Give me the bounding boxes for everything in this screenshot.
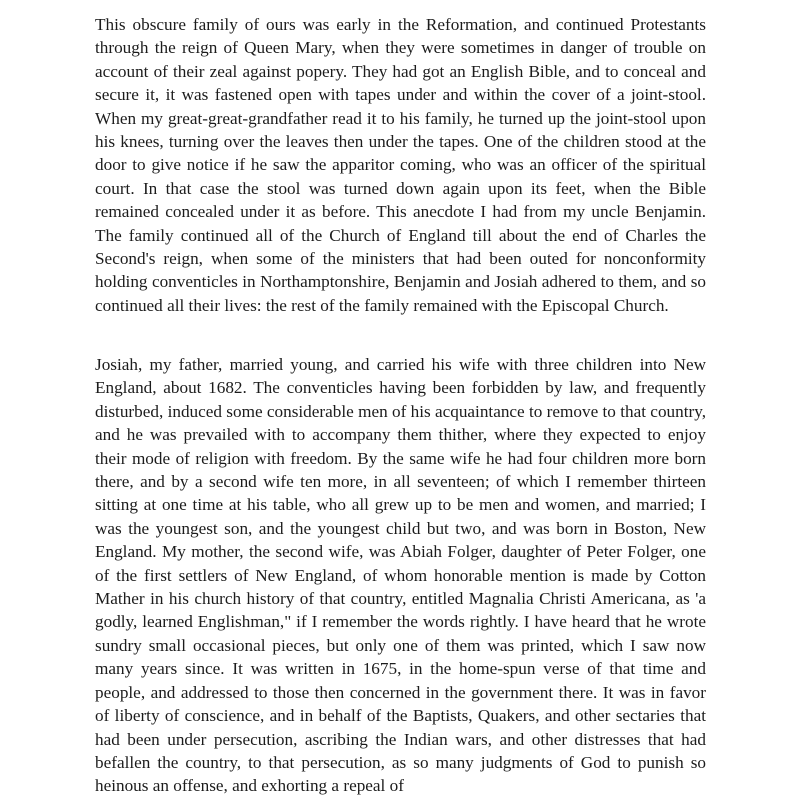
paragraph-reformation	[95, 13, 706, 317]
paragraph-text: This obscure family of ours was early in the Reformation, and continued Protestants through the reign of Queen Mary, when they were sometimes in danger of trouble on account of their zeal against popery. They had got an English Bible, and to conceal and secure it, it was fastened open with tapes under and within the cover of a joint-stool. When my great-great-grandfather read it to his family, he turned up the joint-stool upon his knees, turning over the leaves then under the tapes. One of the children stood at the door to give notice if he saw the apparitor coming, who was an officer of the spiritual court. In that case the stool was turned down again upon its feet, when the Bible remained concealed under it as before. This anecdote I had from my uncle Benjamin. The family continued all of the Church of England till about the end of Charles the Second's reign, when some of the ministers that had been outed for nonconformity holding conventicles in Northamptonshire, Benjamin and Josiah adhered to them, and so continued all their lives: the rest of the family remained with the Episcopal Church.	[95, 15, 706, 315]
paragraph-josiah	[95, 353, 706, 798]
paragraph-text: Josiah, my father, married young, and carried his wife with three children into New England, about 1682. The conventicles having been forbidden by law, and frequently disturbed, induced some considerable men of his acquaintance to remove to that country, and he was prevailed with to accompany them thither, where they expected to enjoy their mode of religion with freedom. By the same wife he had four children more born there, and by a second wife ten more, in all seventeen; of which I remember thirteen sitting at one time at his table, who all grew up to be men and women, and married; I was the youngest son, and the youngest child but two, and was born in Boston, New England. My mother, the second wife, was Abiah Folger, daughter of Peter Folger, one of the first settlers of New England, of whom honorable mention is made by Cotton Mather in his church history of that country, entitled Magnalia Christi Americana, as 'a godly, learned Englishman," if I remember the words rightly. I have heard that he wrote sundry small occasional pieces, but only one of them was printed, which I saw now many years since. It was written in 1675, in the home-spun verse of that time and people, and addressed to those then concerned in the government there. It was in favor of liberty of conscience, and in behalf of the Baptists, Quakers, and other sectaries that had been under persecution, ascribing the Indian wars, and other distresses that had befallen the country, to that persecution, as so many judgments of God to punish so heinous an offense, and exhorting a repeal of	[95, 355, 706, 796]
